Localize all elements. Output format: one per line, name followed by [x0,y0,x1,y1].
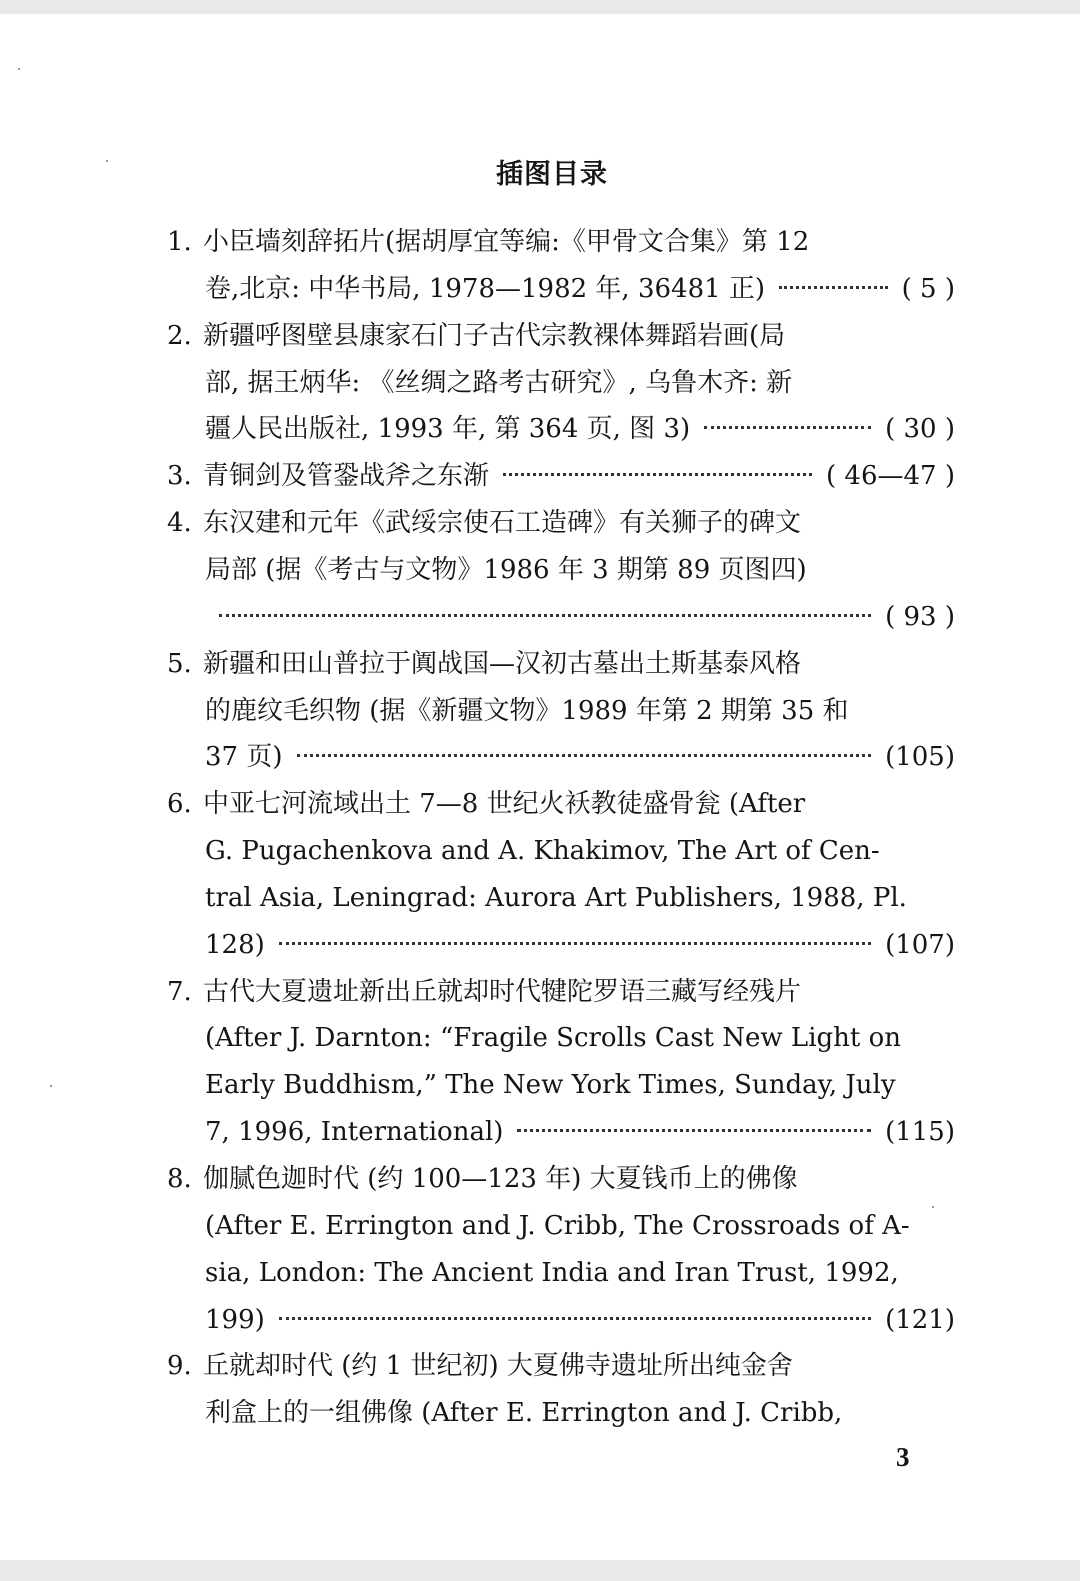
entry-text: 疆人民出版社, 1993 年, 第 364 页, 图 3) [205,414,691,445]
toc-entry-line [167,1159,955,1199]
entry-page-ref: (105) [885,742,955,773]
scan-speck [50,1085,52,1087]
toc-entry-line [205,1206,955,1246]
entry-number: 2. [167,320,192,351]
entry-text: 新疆呼图壁县康家石门子古代宗教裸体舞蹈岩画(局 [203,320,786,351]
toc-entry-line [205,550,955,590]
toc-entry-line [205,409,955,449]
toc-entry-line [205,1300,955,1340]
toc-entry-line [167,503,955,543]
toc-entry-line [205,363,955,403]
toc-entry-line [205,831,955,871]
entry-text: 7, 1996, International) [205,1117,504,1148]
entry-page-ref: (121) [885,1304,955,1335]
entry-text: 局部 (据《考古与文物》1986 年 3 期第 89 页图四) [205,554,807,585]
entry-text: (After E. Errington and J. Cribb, The Crossroads of A- [205,1210,910,1241]
toc-entry-line [167,1346,955,1386]
entry-text: 小臣墙刻辞拓片(据胡厚宜等编:《甲骨文合集》第 12 [203,227,810,257]
toc-entry-line [167,222,955,262]
entry-text: 伽腻色迦时代 (约 100—123 年) 大夏钱币上的佛像 [203,1164,798,1194]
entry-text: 199) [205,1304,265,1335]
toc-entry-line [205,1393,955,1433]
toc-entry-line [205,269,955,309]
dot-leader [279,1317,871,1320]
entry-text: 利盒上的一组佛像 (After E. Errington and J. Cribb, [205,1398,843,1429]
entry-page-ref: (115) [885,1117,955,1148]
entry-number: 3. [167,461,192,492]
entry-page-ref: ( 46—47 ) [826,461,955,492]
toc-entry-line [205,925,955,965]
entry-text: tral Asia, Leningrad: Aurora Art Publishers, 1988, Pl. [205,882,907,913]
dot-leader [279,942,871,945]
entry-text: 卷,北京: 中华书局, 1978—1982 年, 36481 正) [205,273,766,304]
entry-number: 6. [167,789,192,820]
dot-leader [704,426,871,429]
entry-page-ref: (107) [885,929,955,960]
entry-page-ref: ( 5 ) [901,273,955,304]
dot-leader [779,286,888,289]
toc-entry-line [205,691,955,731]
toc-entry-line [205,737,955,777]
entry-number: 5. [167,648,192,679]
dot-leader [503,473,812,476]
entry-text: 丘就却时代 (约 1 世纪初) 大夏佛寺遗址所出纯金舍 [203,1351,793,1382]
entry-page-ref: ( 93 ) [885,601,955,632]
toc-entry-line [167,316,955,356]
entry-page-ref: ( 30 ) [885,414,955,445]
entry-text: 东汉建和元年《武绥宗使石工造碑》有关狮子的碑文 [203,508,802,539]
scan-speck [932,1206,934,1208]
entry-text: 的鹿纹毛织物 (据《新疆文物》1989 年第 2 期第 35 和 [205,695,849,726]
entry-text: G. Pugachenkova and A. Khakimov, The Art of Cen- [205,836,880,867]
entry-text: 中亚七河流域出土 7—8 世纪火袄教徒盛骨瓮 (After [203,789,806,820]
toc-entry-line [167,456,955,496]
dot-leader [297,754,872,757]
toc-entry-line [167,972,955,1012]
page-title: 插图目录 [496,159,608,190]
entry-text: 37 页) [205,742,283,773]
toc-entry-line [205,1018,955,1058]
entry-text: 部, 据王炳华: 《丝绸之路考古研究》, 乌鲁木齐: 新 [205,367,793,398]
toc-entry-line [205,1112,955,1152]
entry-text: sia, London: The Ancient India and Iran Trust, 1992, [205,1257,899,1288]
scan-bottom-margin [0,1560,1080,1581]
entry-number: 7. [167,976,192,1007]
entry-number: 8. [167,1164,192,1194]
toc-entry-line [167,784,955,824]
entry-text: 新疆和田山普拉于阗战国—汉初古墓出土斯基泰风格 [203,648,802,679]
entry-text: Early Buddhism,” The New York Times, Sunday, July [205,1070,896,1101]
entry-number: 4. [167,508,192,539]
scan-speck [18,68,20,70]
page-number: 3 [896,1442,910,1472]
entry-text: 青铜剑及管銎战斧之东渐 [203,461,490,492]
scan-top-margin [0,0,1080,14]
toc-entry-line [205,1065,955,1105]
dot-leader [517,1129,871,1132]
scan-speck [106,160,108,162]
dot-leader [219,614,871,617]
entry-text: 古代大夏遗址新出丘就却时代犍陀罗语三藏写经残片 [203,976,802,1007]
entry-number: 9. [167,1351,192,1382]
toc-entry-line [205,597,955,637]
entry-text: 128) [205,929,265,960]
toc-entry-line [205,878,955,918]
entry-text: (After J. Darnton: “Fragile Scrolls Cast New Light on [205,1023,902,1054]
toc-entry-line [167,644,955,684]
entry-number: 1. [167,227,192,257]
toc-entry-line [205,1253,955,1293]
